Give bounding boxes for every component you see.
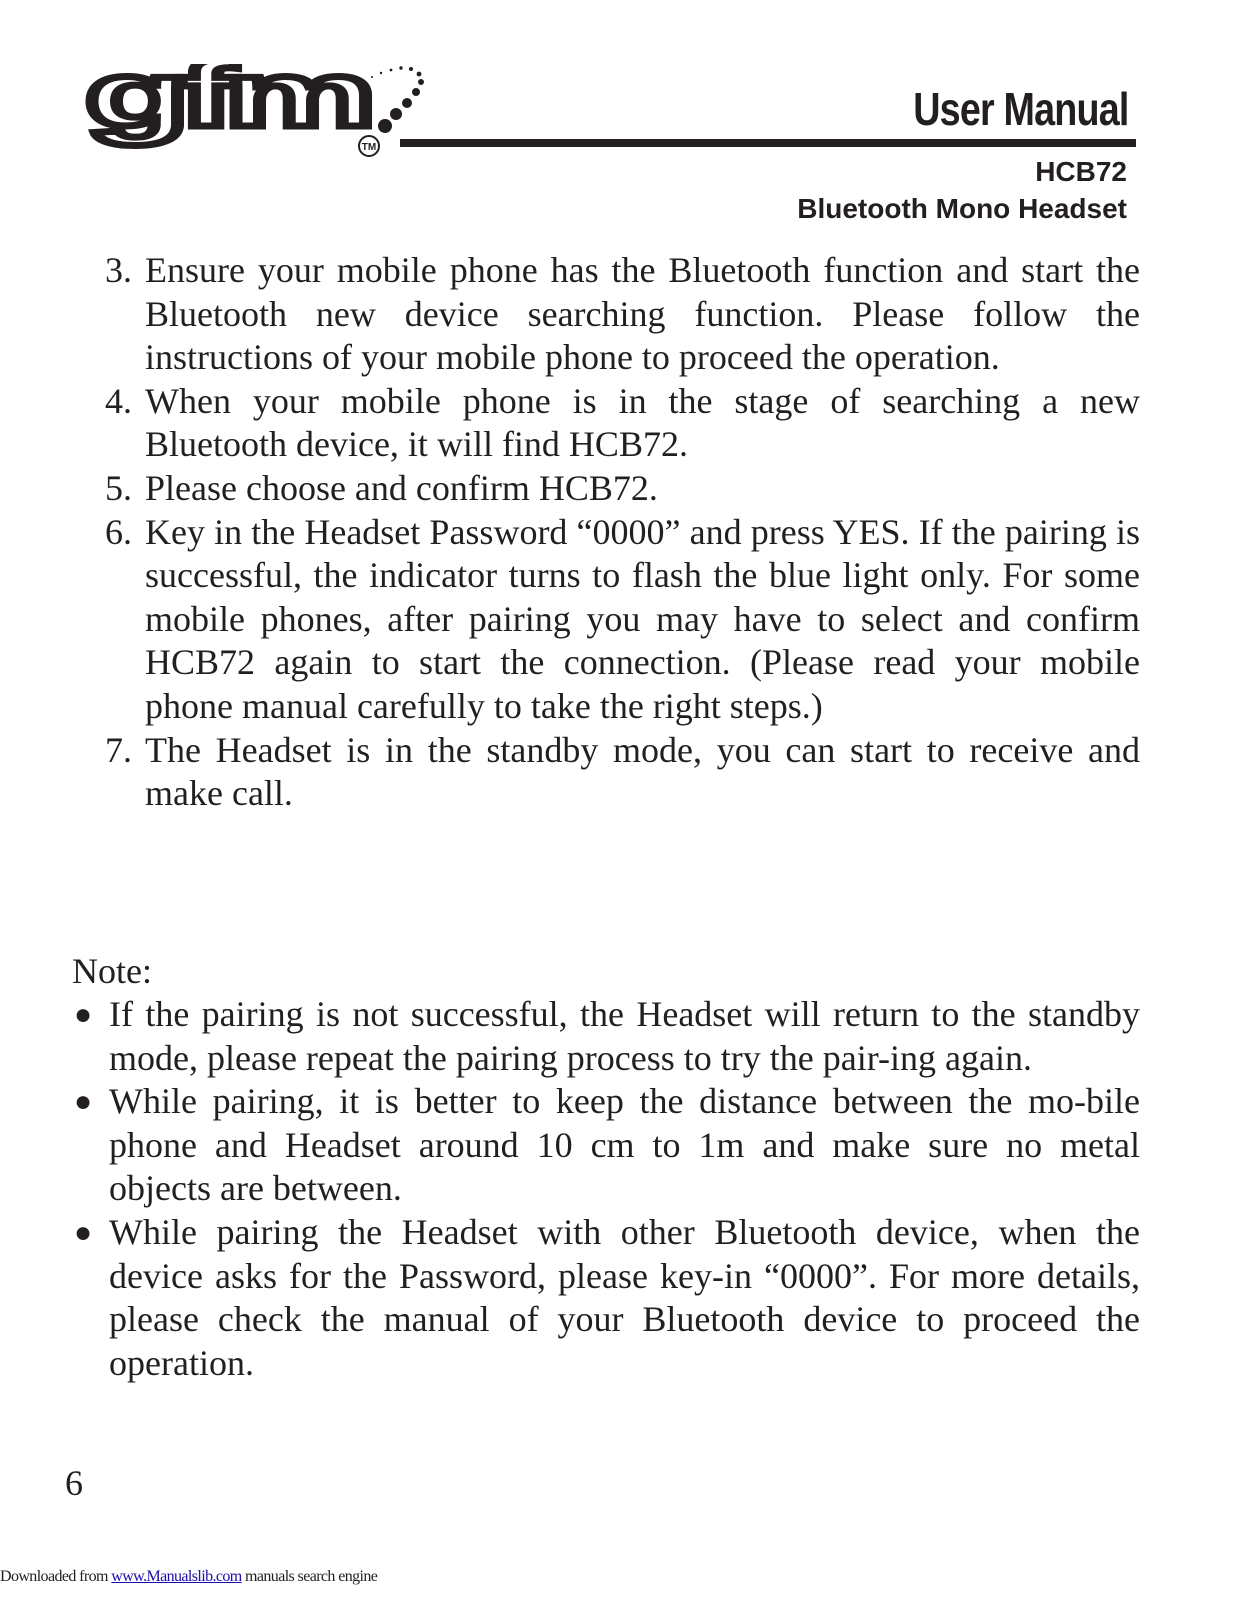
download-footer	[0, 1568, 377, 1586]
trademark-text: TM	[361, 142, 377, 153]
note-list	[74, 993, 1140, 1385]
list-item	[74, 1080, 1140, 1211]
product-name: Bluetooth Mono Headset	[797, 193, 1127, 224]
step-number: 5.	[105, 467, 132, 508]
footer-prefix: Downloaded from	[0, 1568, 112, 1585]
list-item	[105, 729, 1140, 816]
step-text: Ensure your mobile phone has the Bluetooth function and start the Bluetooth new device searching function. Please follow the instructions of your mobile phone to proceed the operation.	[145, 250, 1140, 378]
bullet-icon: ●	[74, 1085, 93, 1119]
list-item	[105, 467, 1140, 511]
manualslib-link[interactable]: www.Manualslib.com	[111, 1568, 242, 1585]
page-number: 6	[65, 1463, 83, 1503]
step-text: Please choose and confirm HCB72.	[145, 467, 658, 508]
step-text: The Headset is in the standby mode, you can start to receive and make call.	[145, 729, 1140, 814]
step-text: When your mobile phone is in the stage of searching a new Bluetooth device, it will find HCB72.	[145, 380, 1140, 465]
list-item	[74, 993, 1140, 1080]
gfm-logo	[85, 64, 435, 159]
pairing-steps-list	[105, 249, 1140, 816]
list-item	[105, 380, 1140, 467]
list-item	[105, 511, 1140, 729]
note-text: While pairing, it is better to keep the distance between the mo-bile phone and Headset around 10 cm to 1m and make sure no metal objects are between.	[109, 1081, 1140, 1209]
logo-wordmark: gfm	[85, 64, 368, 146]
note-heading: Note:	[72, 951, 152, 991]
model-number: HCB72	[1035, 156, 1127, 187]
logo-dots-icon	[371, 66, 424, 133]
list-item	[74, 1211, 1140, 1385]
list-item	[105, 249, 1140, 380]
note-text: If the pairing is not successful, the Headset will return to the standby mode, please repeat the pairing process to try the pair-ing again.	[109, 994, 1140, 1078]
footer-suffix: manuals search engine	[241, 1568, 378, 1585]
step-number: 4.	[105, 380, 132, 421]
step-number: 6.	[105, 511, 132, 552]
step-text: Key in the Headset Password “0000” and press YES. If the pairing is successful, the indicator turns to flash the blue light only. For some mobile phones, after pairing you may have to select and confirm HCB72 again to start the connection. (Please read your mobile phone manual carefully to take the right steps.)	[145, 511, 1140, 726]
note-text: While pairing the Headset with other Bluetooth device, when the device asks for the Password, please key-in “0000”. For more details, please check the manual of your Bluetooth device to proceed the operation.	[109, 1211, 1140, 1383]
gfm-logo-icon	[85, 64, 435, 159]
document-title: User Manual	[913, 83, 1129, 135]
bullet-icon: ●	[74, 1215, 93, 1249]
bullet-icon: ●	[74, 998, 93, 1031]
step-number: 3.	[105, 250, 132, 290]
step-number: 7.	[105, 729, 132, 770]
header-rule	[400, 139, 1136, 147]
